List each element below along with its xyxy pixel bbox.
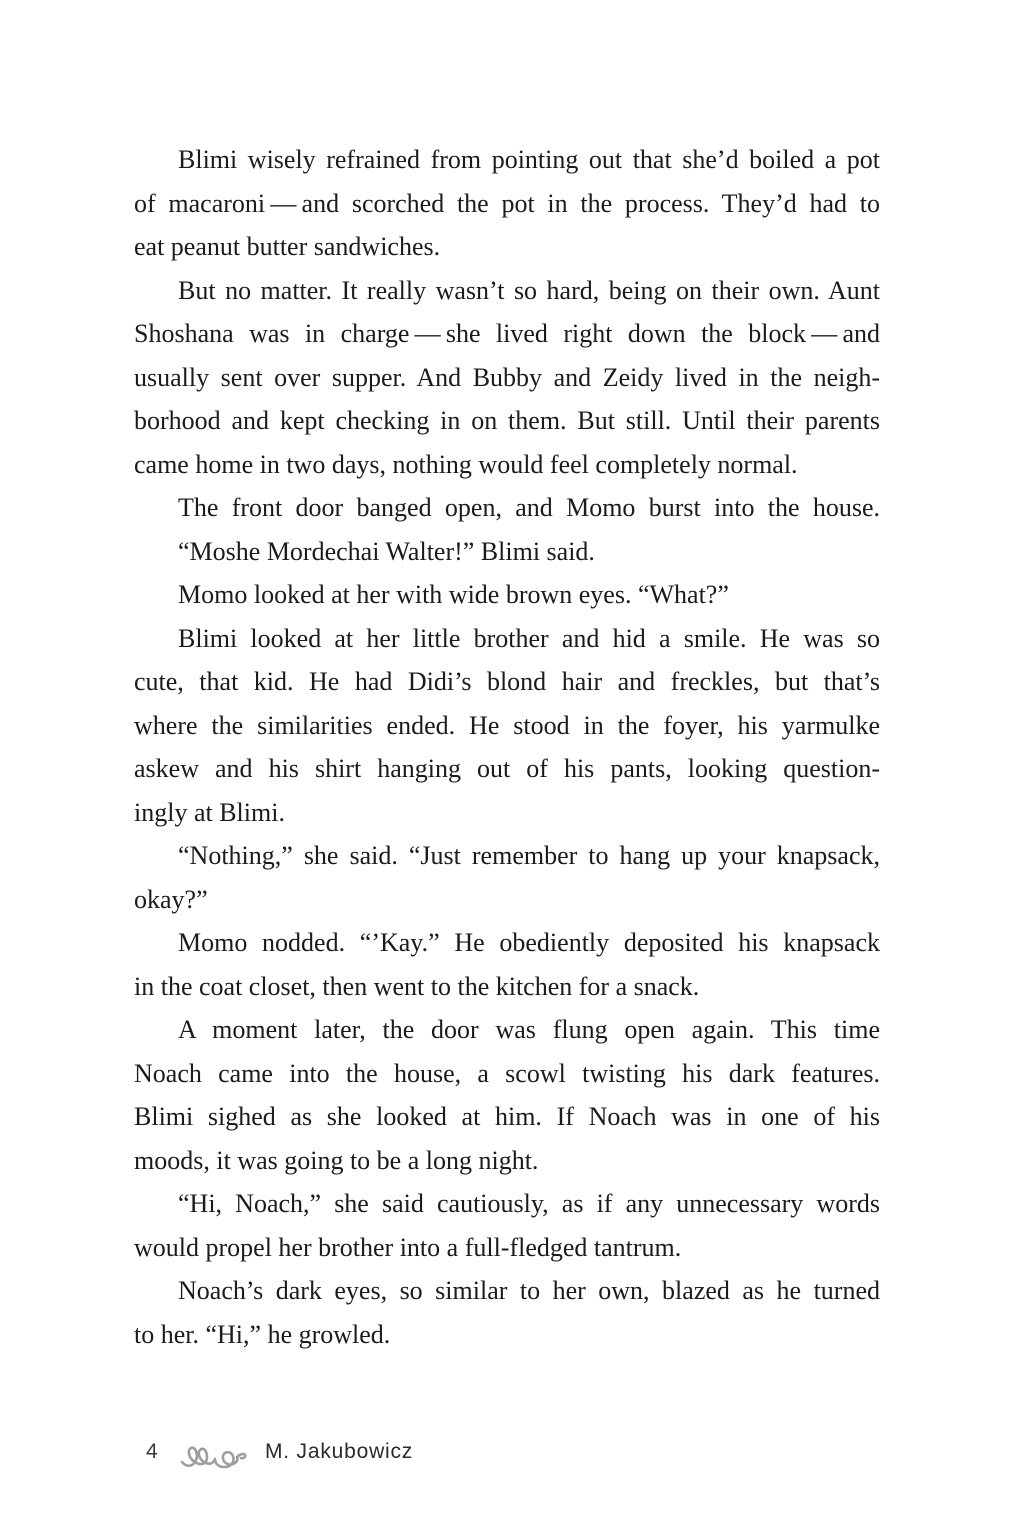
squiggle-doodle-icon [180, 1439, 252, 1473]
text-line: Momo looked at her with wide brown eyes. “What?” [178, 580, 729, 609]
text-line: moods, it was going to be a long night. [134, 1145, 539, 1175]
text-line: usually sent over supper. And Bubby and Zeidy lived in the neigh- [134, 362, 880, 392]
text-line: “Nothing,” she said. “Just remember to hang up your knapsack, [178, 841, 880, 870]
text-line: where the similarities ended. He stood in the foyer, his yarmulke [134, 710, 880, 740]
page-footer [134, 1432, 880, 1484]
text-line: But no matter. It really wasn’t so hard, being on their own. Aunt [178, 275, 880, 305]
text-line: came home in two days, nothing would feel completely normal. [134, 449, 798, 479]
text-line: Momo nodded. “’Kay.” He obediently deposited his knapsack [178, 928, 880, 957]
page-number: 4 [146, 1440, 158, 1463]
text-line: ingly at Blimi. [134, 797, 285, 827]
text-line: would propel her brother into a full-fledged tantrum. [134, 1232, 682, 1262]
text-line: Blimi sighed as she looked at him. If Noach was in one of his [134, 1102, 880, 1131]
text-line: “Moshe Mordechai Walter!” Blimi said. [178, 536, 595, 566]
text-line: A moment later, the door was flung open again. This time [178, 1015, 880, 1044]
text-line: Blimi wisely refrained from pointing out that she’d boiled a pot [178, 145, 880, 174]
text-line: in the coat closet, then went to the kitchen for a snack. [134, 971, 700, 1001]
running-footer-author: M. Jakubowicz [265, 1440, 414, 1463]
text-line: eat peanut butter sandwiches. [134, 232, 441, 261]
text-line: The front door banged open, and Momo burst into the house. [178, 493, 880, 522]
text-line: askew and his shirt hanging out of his pants, looking question- [134, 754, 880, 783]
text-line: borhood and kept checking in on them. But still. Until their parents [134, 406, 880, 435]
text-line: Noach came into the house, a scowl twisting his dark features. [134, 1058, 880, 1088]
page-text [134, 138, 880, 1356]
text-line: of macaroni — and scorched the pot in the process. They’d had to [134, 188, 880, 218]
text-line: Noach’s dark eyes, so similar to her own, blazed as he turned [178, 1276, 880, 1305]
text-line: Shoshana was in charge — she lived right down the block — and [134, 319, 880, 348]
text-line: Blimi looked at her little brother and hid a smile. He was so [178, 623, 880, 653]
text-line: “Hi, Noach,” she said cautiously, as if any unnecessary words [178, 1189, 880, 1218]
text-line: cute, that kid. He had Didi’s blond hair and freckles, but that’s [134, 667, 880, 696]
text-line: to her. “Hi,” he growled. [134, 1319, 391, 1349]
text-line: okay?” [134, 884, 208, 914]
